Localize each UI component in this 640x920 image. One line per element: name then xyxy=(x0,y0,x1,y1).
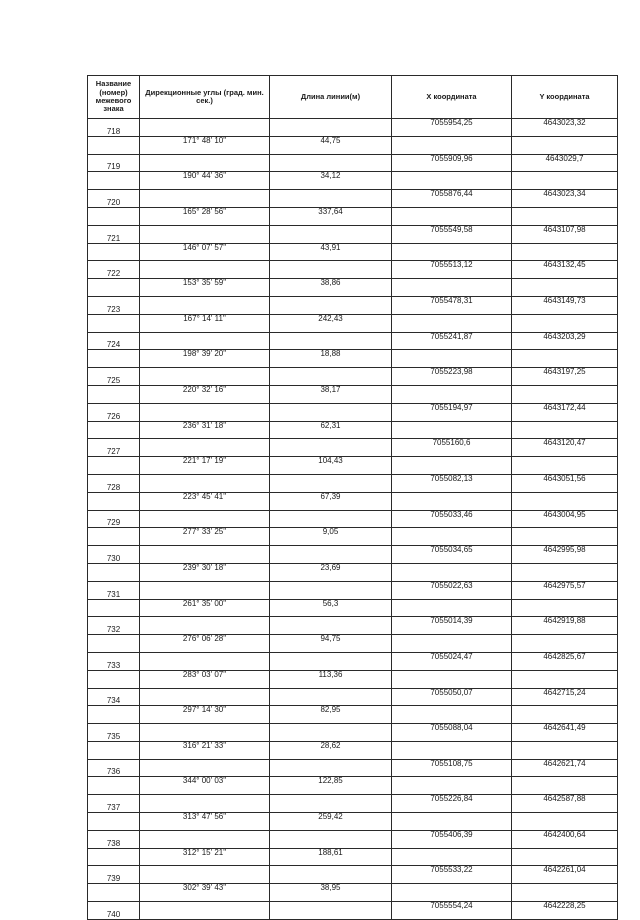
point-number: 734 xyxy=(88,688,140,706)
point-number: 720 xyxy=(88,190,140,208)
x-cell-empty xyxy=(392,279,512,297)
line-length: 44,75 xyxy=(270,136,392,154)
point-number: 725 xyxy=(88,368,140,386)
y-coordinate: 4643023,34 xyxy=(512,190,618,208)
directional-angle: 312° 15' 21" xyxy=(140,848,270,866)
y-coordinate: 4643023,32 xyxy=(512,119,618,137)
length-cell-empty xyxy=(270,403,392,421)
segment-row xyxy=(88,207,618,225)
y-coordinate: 4643029,7 xyxy=(512,154,618,172)
angle-cell-empty xyxy=(140,724,270,742)
table-header-row xyxy=(88,76,618,119)
x-cell-empty xyxy=(392,848,512,866)
point-number: 726 xyxy=(88,403,140,421)
y-coordinate: 4643051,56 xyxy=(512,474,618,492)
y-coordinate: 4643132,45 xyxy=(512,261,618,279)
header-line-length: Длина линии(м) xyxy=(270,76,392,119)
x-coordinate: 7055022,63 xyxy=(392,581,512,599)
point-cell-empty xyxy=(88,243,140,261)
x-cell-empty xyxy=(392,492,512,510)
point-number: 736 xyxy=(88,759,140,777)
point-cell-empty xyxy=(88,635,140,653)
angle-cell-empty xyxy=(140,332,270,350)
segment-row xyxy=(88,884,618,902)
y-coordinate: 4643004,95 xyxy=(512,510,618,528)
y-cell-empty xyxy=(512,136,618,154)
y-cell-empty xyxy=(512,884,618,902)
segment-row xyxy=(88,350,618,368)
directional-angle: 283° 03' 07" xyxy=(140,670,270,688)
point-cell-empty xyxy=(88,350,140,368)
line-length: 242,43 xyxy=(270,314,392,332)
boundary-coordinates-table xyxy=(87,75,618,920)
point-row xyxy=(88,902,618,920)
angle-cell-empty xyxy=(140,474,270,492)
y-coordinate: 4643172,44 xyxy=(512,403,618,421)
length-cell-empty xyxy=(270,688,392,706)
x-coordinate: 7055478,31 xyxy=(392,296,512,314)
point-row xyxy=(88,830,618,848)
x-coordinate: 7055088,04 xyxy=(392,724,512,742)
x-cell-empty xyxy=(392,421,512,439)
length-cell-empty xyxy=(270,439,392,457)
segment-row xyxy=(88,741,618,759)
point-number: 731 xyxy=(88,581,140,599)
length-cell-empty xyxy=(270,652,392,670)
x-cell-empty xyxy=(392,385,512,403)
length-cell-empty xyxy=(270,332,392,350)
y-cell-empty xyxy=(512,599,618,617)
line-length: 56,3 xyxy=(270,599,392,617)
point-row xyxy=(88,190,618,208)
point-number: 737 xyxy=(88,795,140,813)
y-cell-empty xyxy=(512,670,618,688)
angle-cell-empty xyxy=(140,439,270,457)
angle-cell-empty xyxy=(140,368,270,386)
directional-angle: 190° 44' 36" xyxy=(140,172,270,190)
point-number: 730 xyxy=(88,546,140,564)
y-coordinate: 4642825,67 xyxy=(512,652,618,670)
point-row xyxy=(88,119,618,137)
y-coordinate: 4643203,29 xyxy=(512,332,618,350)
line-length: 23,69 xyxy=(270,563,392,581)
y-cell-empty xyxy=(512,741,618,759)
point-row xyxy=(88,652,618,670)
point-cell-empty xyxy=(88,172,140,190)
y-cell-empty xyxy=(512,314,618,332)
point-row xyxy=(88,546,618,564)
point-row xyxy=(88,225,618,243)
length-cell-empty xyxy=(270,474,392,492)
point-row xyxy=(88,795,618,813)
angle-cell-empty xyxy=(140,190,270,208)
x-coordinate: 7055194,97 xyxy=(392,403,512,421)
point-cell-empty xyxy=(88,207,140,225)
angle-cell-empty xyxy=(140,225,270,243)
segment-row xyxy=(88,492,618,510)
point-cell-empty xyxy=(88,457,140,475)
directional-angle: 236° 31' 18" xyxy=(140,421,270,439)
point-cell-empty xyxy=(88,813,140,831)
point-cell-empty xyxy=(88,777,140,795)
point-number: 740 xyxy=(88,902,140,920)
y-coordinate: 4642641,49 xyxy=(512,724,618,742)
point-number: 719 xyxy=(88,154,140,172)
directional-angle: 313° 47' 56" xyxy=(140,813,270,831)
angle-cell-empty xyxy=(140,902,270,920)
length-cell-empty xyxy=(270,296,392,314)
directional-angle: 239° 30' 18" xyxy=(140,563,270,581)
point-cell-empty xyxy=(88,421,140,439)
length-cell-empty xyxy=(270,154,392,172)
point-cell-empty xyxy=(88,279,140,297)
point-number: 727 xyxy=(88,439,140,457)
point-cell-empty xyxy=(88,884,140,902)
point-number: 733 xyxy=(88,652,140,670)
line-length: 38,95 xyxy=(270,884,392,902)
x-coordinate: 7055533,22 xyxy=(392,866,512,884)
point-row xyxy=(88,724,618,742)
directional-angle: 220° 32' 16" xyxy=(140,385,270,403)
directional-angle: 344° 00' 03" xyxy=(140,777,270,795)
point-row xyxy=(88,296,618,314)
directional-angle: 261° 35' 00" xyxy=(140,599,270,617)
y-cell-empty xyxy=(512,172,618,190)
angle-cell-empty xyxy=(140,617,270,635)
y-cell-empty xyxy=(512,385,618,403)
x-cell-empty xyxy=(392,777,512,795)
line-length: 188,61 xyxy=(270,848,392,866)
point-cell-empty xyxy=(88,136,140,154)
directional-angle: 153° 35' 59" xyxy=(140,279,270,297)
x-coordinate: 7055554,24 xyxy=(392,902,512,920)
y-cell-empty xyxy=(512,706,618,724)
y-cell-empty xyxy=(512,207,618,225)
angle-cell-empty xyxy=(140,581,270,599)
y-cell-empty xyxy=(512,492,618,510)
y-coordinate: 4643107,98 xyxy=(512,225,618,243)
point-row xyxy=(88,332,618,350)
x-coordinate: 7055082,13 xyxy=(392,474,512,492)
line-length: 67,39 xyxy=(270,492,392,510)
directional-angle: 198° 39' 20" xyxy=(140,350,270,368)
y-coordinate: 4642261,04 xyxy=(512,866,618,884)
y-coordinate: 4642715,24 xyxy=(512,688,618,706)
segment-row xyxy=(88,635,618,653)
directional-angle: 277° 33' 25" xyxy=(140,528,270,546)
point-number: 728 xyxy=(88,474,140,492)
x-cell-empty xyxy=(392,243,512,261)
segment-row xyxy=(88,706,618,724)
point-number: 724 xyxy=(88,332,140,350)
angle-cell-empty xyxy=(140,830,270,848)
y-cell-empty xyxy=(512,279,618,297)
x-coordinate: 7055160,6 xyxy=(392,439,512,457)
point-row xyxy=(88,759,618,777)
point-row xyxy=(88,154,618,172)
y-cell-empty xyxy=(512,350,618,368)
line-length: 104,43 xyxy=(270,457,392,475)
y-coordinate: 4642228,25 xyxy=(512,902,618,920)
angle-cell-empty xyxy=(140,795,270,813)
x-coordinate: 7055909,96 xyxy=(392,154,512,172)
directional-angle: 276° 06' 28" xyxy=(140,635,270,653)
point-number: 732 xyxy=(88,617,140,635)
directional-angle: 223° 45' 41" xyxy=(140,492,270,510)
x-cell-empty xyxy=(392,670,512,688)
x-coordinate: 7055014,39 xyxy=(392,617,512,635)
y-cell-empty xyxy=(512,528,618,546)
x-cell-empty xyxy=(392,172,512,190)
y-coordinate: 4643120,47 xyxy=(512,439,618,457)
segment-row xyxy=(88,599,618,617)
segment-row xyxy=(88,813,618,831)
directional-angle: 302° 39' 43" xyxy=(140,884,270,902)
point-row xyxy=(88,474,618,492)
directional-angle: 221° 17' 19" xyxy=(140,457,270,475)
length-cell-empty xyxy=(270,724,392,742)
length-cell-empty xyxy=(270,795,392,813)
y-cell-empty xyxy=(512,457,618,475)
segment-row xyxy=(88,848,618,866)
length-cell-empty xyxy=(270,225,392,243)
line-length: 113,36 xyxy=(270,670,392,688)
point-row xyxy=(88,688,618,706)
line-length: 34,12 xyxy=(270,172,392,190)
segment-row xyxy=(88,136,618,154)
x-coordinate: 7055954,25 xyxy=(392,119,512,137)
length-cell-empty xyxy=(270,261,392,279)
x-cell-empty xyxy=(392,136,512,154)
point-row xyxy=(88,368,618,386)
angle-cell-empty xyxy=(140,510,270,528)
header-x-coordinate: X координата xyxy=(392,76,512,119)
y-cell-empty xyxy=(512,421,618,439)
angle-cell-empty xyxy=(140,652,270,670)
point-cell-empty xyxy=(88,385,140,403)
point-cell-empty xyxy=(88,314,140,332)
point-cell-empty xyxy=(88,706,140,724)
length-cell-empty xyxy=(270,368,392,386)
y-coordinate: 4642587,88 xyxy=(512,795,618,813)
segment-row xyxy=(88,243,618,261)
x-coordinate: 7055876,44 xyxy=(392,190,512,208)
y-cell-empty xyxy=(512,777,618,795)
line-length: 337,64 xyxy=(270,207,392,225)
point-cell-empty xyxy=(88,670,140,688)
length-cell-empty xyxy=(270,119,392,137)
angle-cell-empty xyxy=(140,546,270,564)
angle-cell-empty xyxy=(140,866,270,884)
x-coordinate: 7055513,12 xyxy=(392,261,512,279)
y-cell-empty xyxy=(512,635,618,653)
x-cell-empty xyxy=(392,563,512,581)
x-cell-empty xyxy=(392,706,512,724)
y-coordinate: 4643149,73 xyxy=(512,296,618,314)
point-cell-empty xyxy=(88,528,140,546)
header-directional-angles: Дирекционные углы (град. мин. сек.) xyxy=(140,76,270,119)
angle-cell-empty xyxy=(140,154,270,172)
line-length: 259,42 xyxy=(270,813,392,831)
x-coordinate: 7055108,75 xyxy=(392,759,512,777)
y-coordinate: 4642621,74 xyxy=(512,759,618,777)
segment-row xyxy=(88,670,618,688)
length-cell-empty xyxy=(270,190,392,208)
x-cell-empty xyxy=(392,813,512,831)
point-number: 718 xyxy=(88,119,140,137)
x-coordinate: 7055050,07 xyxy=(392,688,512,706)
y-cell-empty xyxy=(512,813,618,831)
length-cell-empty xyxy=(270,830,392,848)
line-length: 38,17 xyxy=(270,385,392,403)
y-coordinate: 4642400,64 xyxy=(512,830,618,848)
directional-angle: 316° 21' 33" xyxy=(140,741,270,759)
point-cell-empty xyxy=(88,848,140,866)
directional-angle: 171° 48' 10" xyxy=(140,136,270,154)
y-coordinate: 4642995,98 xyxy=(512,546,618,564)
point-row xyxy=(88,617,618,635)
x-coordinate: 7055024,47 xyxy=(392,652,512,670)
table-body xyxy=(88,119,618,920)
point-row xyxy=(88,439,618,457)
point-cell-empty xyxy=(88,741,140,759)
angle-cell-empty xyxy=(140,759,270,777)
x-cell-empty xyxy=(392,635,512,653)
x-cell-empty xyxy=(392,207,512,225)
angle-cell-empty xyxy=(140,403,270,421)
segment-row xyxy=(88,279,618,297)
directional-angle: 167° 14' 11" xyxy=(140,314,270,332)
y-cell-empty xyxy=(512,563,618,581)
point-number: 722 xyxy=(88,261,140,279)
x-cell-empty xyxy=(392,457,512,475)
point-cell-empty xyxy=(88,492,140,510)
line-length: 122,85 xyxy=(270,777,392,795)
y-coordinate: 4642919,88 xyxy=(512,617,618,635)
point-cell-empty xyxy=(88,563,140,581)
angle-cell-empty xyxy=(140,688,270,706)
header-point-name: Название (номер) межевого знака xyxy=(88,76,140,119)
angle-cell-empty xyxy=(140,119,270,137)
point-number: 735 xyxy=(88,724,140,742)
point-row xyxy=(88,866,618,884)
point-row xyxy=(88,510,618,528)
line-length: 38,86 xyxy=(270,279,392,297)
length-cell-empty xyxy=(270,581,392,599)
segment-row xyxy=(88,385,618,403)
line-length: 18,88 xyxy=(270,350,392,368)
length-cell-empty xyxy=(270,902,392,920)
point-number: 738 xyxy=(88,830,140,848)
length-cell-empty xyxy=(270,546,392,564)
segment-row xyxy=(88,421,618,439)
x-cell-empty xyxy=(392,314,512,332)
length-cell-empty xyxy=(270,866,392,884)
segment-row xyxy=(88,528,618,546)
point-row xyxy=(88,261,618,279)
point-cell-empty xyxy=(88,599,140,617)
segment-row xyxy=(88,172,618,190)
point-row xyxy=(88,581,618,599)
y-cell-empty xyxy=(512,243,618,261)
header-y-coordinate: Y координата xyxy=(512,76,618,119)
x-coordinate: 7055406,39 xyxy=(392,830,512,848)
x-cell-empty xyxy=(392,884,512,902)
y-coordinate: 4642975,57 xyxy=(512,581,618,599)
line-length: 82,95 xyxy=(270,706,392,724)
directional-angle: 165° 28' 56" xyxy=(140,207,270,225)
line-length: 28,62 xyxy=(270,741,392,759)
x-coordinate: 7055241,87 xyxy=(392,332,512,350)
x-coordinate: 7055033,46 xyxy=(392,510,512,528)
segment-row xyxy=(88,457,618,475)
line-length: 9,05 xyxy=(270,528,392,546)
segment-row xyxy=(88,777,618,795)
directional-angle: 297° 14' 30" xyxy=(140,706,270,724)
point-number: 723 xyxy=(88,296,140,314)
x-coordinate: 7055034,65 xyxy=(392,546,512,564)
point-number: 721 xyxy=(88,225,140,243)
length-cell-empty xyxy=(270,510,392,528)
x-coordinate: 7055226,84 xyxy=(392,795,512,813)
point-number: 729 xyxy=(88,510,140,528)
line-length: 43,91 xyxy=(270,243,392,261)
x-cell-empty xyxy=(392,350,512,368)
x-cell-empty xyxy=(392,741,512,759)
length-cell-empty xyxy=(270,759,392,777)
y-coordinate: 4643197,25 xyxy=(512,368,618,386)
segment-row xyxy=(88,563,618,581)
line-length: 94,75 xyxy=(270,635,392,653)
x-coordinate: 7055223,98 xyxy=(392,368,512,386)
line-length: 62,31 xyxy=(270,421,392,439)
directional-angle: 146° 07' 57" xyxy=(140,243,270,261)
x-cell-empty xyxy=(392,528,512,546)
x-cell-empty xyxy=(392,599,512,617)
segment-row xyxy=(88,314,618,332)
length-cell-empty xyxy=(270,617,392,635)
point-number: 739 xyxy=(88,866,140,884)
angle-cell-empty xyxy=(140,261,270,279)
point-row xyxy=(88,403,618,421)
x-coordinate: 7055549,58 xyxy=(392,225,512,243)
angle-cell-empty xyxy=(140,296,270,314)
y-cell-empty xyxy=(512,848,618,866)
